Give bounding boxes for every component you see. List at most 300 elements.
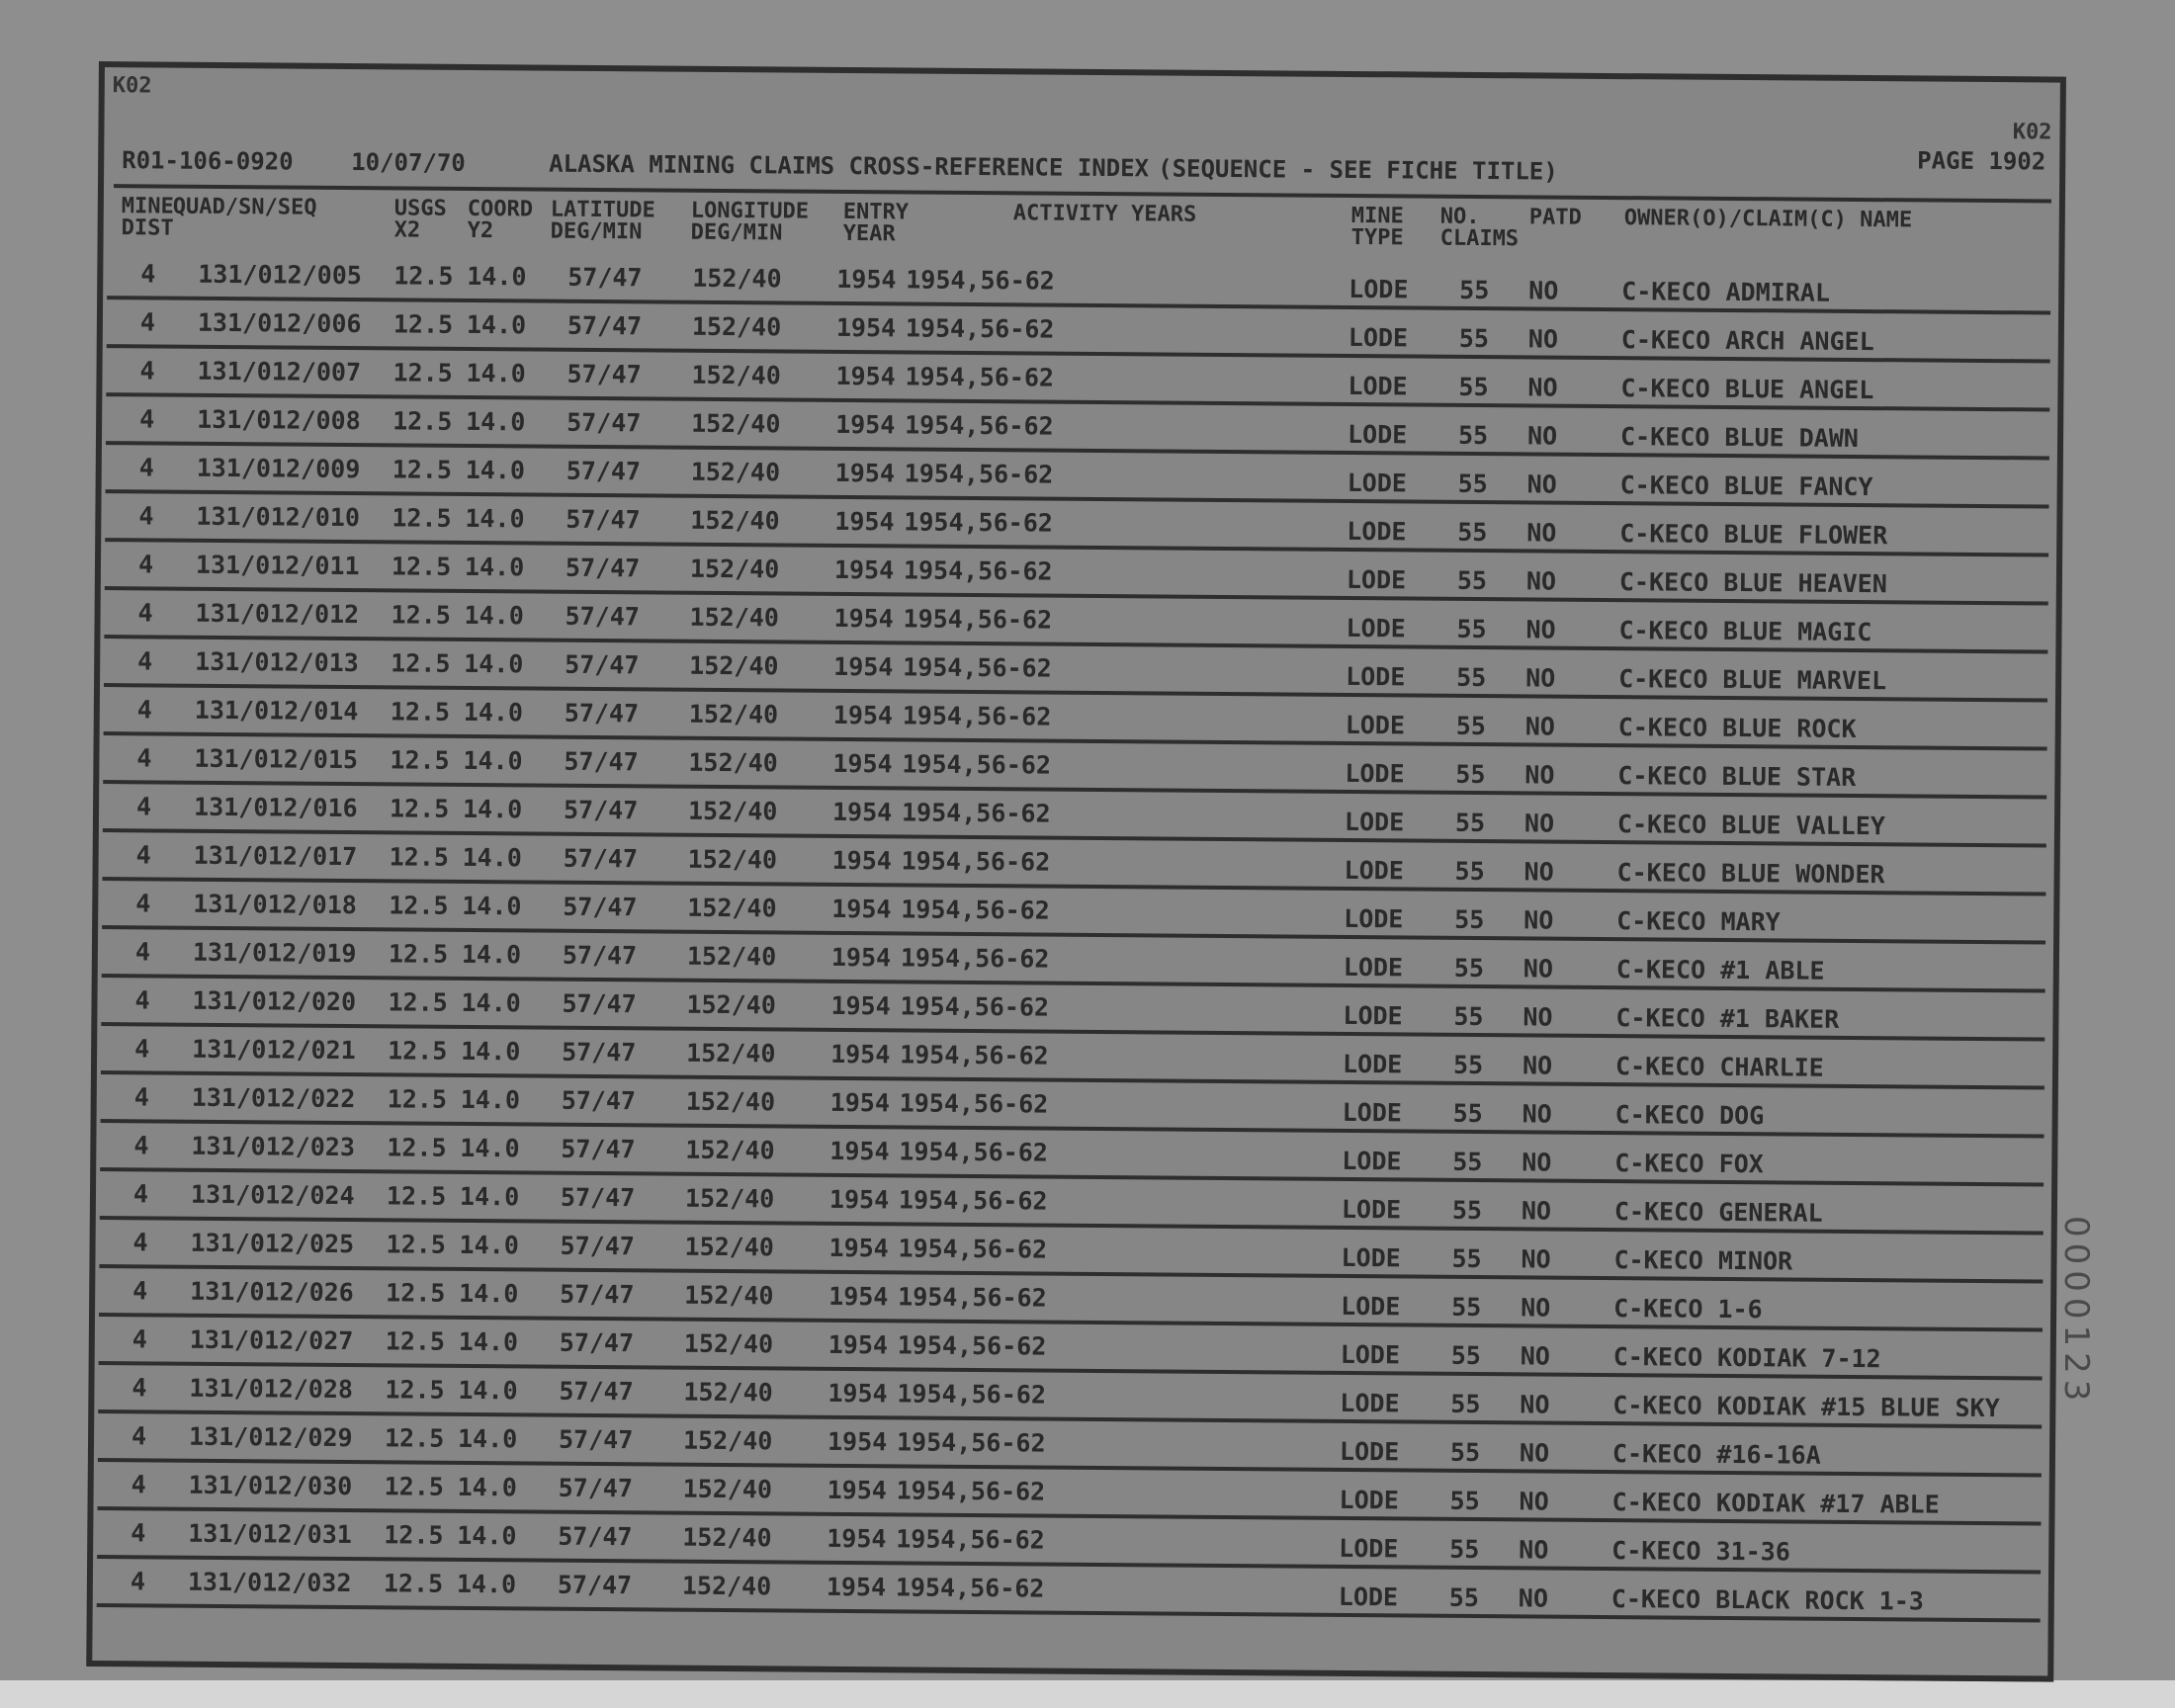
number-of-claims-cell: 55 bbox=[1454, 808, 1486, 838]
coord-y2-cell: 14.0 bbox=[462, 842, 523, 873]
longitude-cell: 152/40 bbox=[683, 1328, 774, 1359]
usgs-x2-cell: 12.5 bbox=[389, 842, 450, 872]
owner-claim-name-cell: C-KECO BLUE STAR bbox=[1617, 761, 1857, 792]
longitude-cell: 152/40 bbox=[689, 554, 780, 584]
mine-type-cell: LODE bbox=[1340, 1388, 1400, 1418]
longitude-cell: 152/40 bbox=[688, 747, 778, 778]
entry-year-cell: 1954 bbox=[830, 990, 891, 1021]
owner-claim-name-cell: C-KECO 31-36 bbox=[1611, 1536, 1790, 1567]
longitude-cell: 152/40 bbox=[686, 989, 776, 1020]
coord-y2-cell: 14.0 bbox=[457, 1472, 518, 1502]
mine-district-cell: 4 bbox=[131, 1324, 148, 1354]
entry-year-cell: 1954 bbox=[833, 603, 894, 634]
number-of-claims-cell: 55 bbox=[1453, 953, 1485, 983]
patented-cell: NO bbox=[1519, 1487, 1549, 1516]
usgs-x2-cell: 12.5 bbox=[384, 1520, 444, 1550]
quad-sn-seq-cell: 131/012/016 bbox=[193, 792, 358, 823]
entry-year-cell: 1954 bbox=[826, 1475, 888, 1505]
number-of-claims-cell: 55 bbox=[1458, 323, 1490, 354]
owner-claim-name-cell: C-KECO MINOR bbox=[1613, 1245, 1793, 1276]
latitude-cell: 57/47 bbox=[565, 553, 641, 583]
patented-cell: NO bbox=[1521, 1196, 1552, 1226]
owner-claim-name-cell: C-KECO KODIAK #15 BLUE SKY bbox=[1612, 1391, 2000, 1423]
patented-cell: NO bbox=[1526, 470, 1557, 499]
coord-y2-cell: 14.0 bbox=[457, 1520, 517, 1551]
quad-sn-seq-cell: 131/012/011 bbox=[195, 550, 360, 581]
entry-year-cell: 1954 bbox=[834, 458, 896, 488]
latitude-cell: 57/47 bbox=[564, 698, 640, 728]
mine-district-cell: 4 bbox=[137, 550, 154, 579]
coord-y2-cell: 14.0 bbox=[457, 1423, 518, 1454]
entry-year-cell: 1954 bbox=[831, 797, 893, 827]
latitude-cell: 57/47 bbox=[562, 1037, 637, 1068]
mine-district-cell: 4 bbox=[130, 1567, 146, 1596]
owner-claim-name-cell: C-KECO #1 ABLE bbox=[1615, 955, 1825, 985]
activity-years-cell: 1954,56-62 bbox=[903, 604, 1053, 635]
number-of-claims-cell: 55 bbox=[1457, 469, 1488, 499]
mine-type-cell: LODE bbox=[1347, 468, 1408, 498]
number-of-claims-cell: 55 bbox=[1453, 1001, 1484, 1032]
quad-sn-seq-cell: 131/012/015 bbox=[194, 743, 359, 775]
mine-district-cell: 4 bbox=[139, 307, 156, 337]
mine-district-cell: 4 bbox=[130, 1518, 146, 1548]
patented-cell: NO bbox=[1525, 663, 1556, 693]
usgs-x2-cell: 12.5 bbox=[392, 406, 453, 436]
microfiche-frame bbox=[86, 61, 2066, 1682]
report-title: ALASKA MINING CLAIMS CROSS-REFERENCE INDEX bbox=[549, 149, 1150, 183]
owner-claim-name-cell: C-KECO KODIAK 7-12 bbox=[1612, 1342, 1881, 1374]
entry-year-cell: 1954 bbox=[833, 555, 895, 585]
entry-year-cell: 1954 bbox=[832, 748, 893, 779]
frame-code-top-right: K02 bbox=[2012, 120, 2052, 145]
activity-years-cell: 1954,56-62 bbox=[902, 749, 1052, 780]
mine-type-cell: LODE bbox=[1342, 1049, 1403, 1079]
usgs-x2-cell: 12.5 bbox=[384, 1423, 445, 1453]
entry-year-cell: 1954 bbox=[826, 1572, 887, 1602]
mine-district-cell: 4 bbox=[139, 356, 155, 385]
longitude-cell: 152/40 bbox=[690, 505, 780, 536]
coord-y2-cell: 14.0 bbox=[462, 891, 522, 921]
usgs-x2-cell: 12.5 bbox=[383, 1569, 444, 1598]
quad-sn-seq-cell: 131/012/019 bbox=[192, 937, 357, 969]
number-of-claims-cell: 55 bbox=[1455, 711, 1486, 741]
coord-y2-cell: 14.0 bbox=[466, 406, 526, 437]
number-of-claims-cell: 55 bbox=[1452, 1098, 1483, 1129]
mine-type-cell: LODE bbox=[1347, 516, 1407, 547]
latitude-cell: 57/47 bbox=[560, 1279, 635, 1310]
quad-sn-seq-cell: 131/012/026 bbox=[190, 1276, 354, 1308]
patented-cell: NO bbox=[1522, 1002, 1553, 1032]
col-no-claims: NO. CLAIMS bbox=[1439, 204, 1520, 252]
patented-cell: NO bbox=[1526, 421, 1558, 451]
frame-code-top-left: K02 bbox=[112, 73, 152, 99]
usgs-x2-cell: 12.5 bbox=[388, 939, 449, 969]
activity-years-cell: 1954,56-62 bbox=[903, 555, 1053, 586]
activity-years-cell: 1954,56-62 bbox=[899, 1137, 1048, 1167]
mine-type-cell: LODE bbox=[1343, 952, 1404, 982]
quad-sn-seq-cell: 131/012/013 bbox=[195, 646, 359, 678]
owner-claim-name-cell: C-KECO BLUE FLOWER bbox=[1619, 519, 1888, 551]
usgs-x2-cell: 12.5 bbox=[384, 1472, 445, 1501]
longitude-cell: 152/40 bbox=[685, 1135, 775, 1165]
quad-sn-seq-cell: 131/012/012 bbox=[195, 598, 360, 630]
usgs-x2-cell: 12.5 bbox=[389, 794, 450, 823]
quad-sn-seq-cell: 131/012/021 bbox=[192, 1034, 356, 1066]
latitude-cell: 57/47 bbox=[563, 892, 638, 922]
usgs-x2-cell: 12.5 bbox=[390, 745, 450, 775]
latitude-cell: 57/47 bbox=[562, 988, 637, 1019]
col-owner-claim-name: OWNER(O)/CLAIM(C) NAME bbox=[1623, 206, 1913, 233]
longitude-cell: 152/40 bbox=[682, 1474, 773, 1504]
latitude-cell: 57/47 bbox=[560, 1231, 635, 1261]
longitude-cell: 152/40 bbox=[684, 1280, 774, 1311]
mine-district-cell: 4 bbox=[133, 1082, 149, 1112]
number-of-claims-cell: 55 bbox=[1450, 1340, 1481, 1371]
mine-district-cell: 4 bbox=[130, 1421, 147, 1451]
owner-claim-name-cell: C-KECO GENERAL bbox=[1613, 1197, 1823, 1228]
latitude-cell: 57/47 bbox=[558, 1424, 634, 1455]
activity-years-cell: 1954,56-62 bbox=[906, 265, 1055, 296]
quad-sn-seq-cell: 131/012/017 bbox=[193, 840, 358, 872]
mine-district-cell: 4 bbox=[134, 1034, 150, 1064]
sequence-note: (SEQUENCE - SEE FICHE TITLE) bbox=[1158, 154, 1558, 186]
quad-sn-seq-cell: 131/012/031 bbox=[188, 1518, 352, 1550]
quad-sn-seq-cell: 131/012/014 bbox=[194, 695, 359, 726]
usgs-x2-cell: 12.5 bbox=[392, 455, 453, 484]
quad-sn-seq-cell: 131/012/006 bbox=[197, 307, 362, 339]
number-of-claims-cell: 55 bbox=[1457, 420, 1489, 451]
latitude-cell: 57/47 bbox=[559, 1376, 634, 1407]
latitude-cell: 57/47 bbox=[565, 649, 640, 680]
owner-claim-name-cell: C-KECO BLACK ROCK 1-3 bbox=[1610, 1584, 1925, 1616]
quad-sn-seq-cell: 131/012/022 bbox=[191, 1082, 356, 1114]
activity-years-cell: 1954,56-62 bbox=[896, 1524, 1045, 1555]
mine-district-cell: 4 bbox=[132, 1179, 149, 1209]
fiche-frame-number: 0000123 bbox=[2056, 1216, 2096, 1408]
owner-claim-name-cell: C-KECO ARCH ANGEL bbox=[1620, 325, 1874, 357]
mine-district-cell: 4 bbox=[136, 695, 153, 725]
latitude-cell: 57/47 bbox=[563, 843, 639, 874]
coord-y2-cell: 14.0 bbox=[467, 261, 527, 292]
mine-district-cell: 4 bbox=[136, 743, 152, 773]
number-of-claims-cell: 55 bbox=[1449, 1534, 1480, 1565]
owner-claim-name-cell: C-KECO BLUE MARVEL bbox=[1618, 664, 1887, 696]
mine-district-cell: 4 bbox=[135, 792, 152, 821]
patented-cell: NO bbox=[1521, 1293, 1551, 1323]
owner-claim-name-cell: C-KECO ADMIRAL bbox=[1621, 277, 1831, 307]
mine-type-cell: LODE bbox=[1348, 371, 1408, 401]
usgs-x2-cell: 12.5 bbox=[391, 648, 451, 678]
mine-district-cell: 4 bbox=[134, 937, 151, 967]
quad-sn-seq-cell: 131/012/007 bbox=[197, 356, 362, 387]
quad-sn-seq-cell: 131/012/032 bbox=[187, 1567, 352, 1598]
activity-years-cell: 1954,56-62 bbox=[900, 1040, 1049, 1070]
latitude-cell: 57/47 bbox=[561, 1085, 637, 1116]
usgs-x2-cell: 12.5 bbox=[391, 600, 451, 630]
patented-cell: NO bbox=[1528, 276, 1559, 305]
report-date: 10/07/70 bbox=[351, 148, 466, 177]
owner-claim-name-cell: C-KECO BLUE HEAVEN bbox=[1618, 567, 1887, 599]
activity-years-cell: 1954,56-62 bbox=[900, 991, 1050, 1022]
owner-claim-name-cell: C-KECO BLUE FANCY bbox=[1619, 470, 1873, 502]
number-of-claims-cell: 55 bbox=[1455, 759, 1486, 790]
quad-sn-seq-cell: 131/012/009 bbox=[196, 453, 361, 484]
entry-year-cell: 1954 bbox=[829, 1136, 890, 1166]
latitude-cell: 57/47 bbox=[563, 795, 639, 825]
longitude-cell: 152/40 bbox=[685, 1086, 776, 1117]
latitude-cell: 57/47 bbox=[566, 504, 641, 535]
number-of-claims-cell: 55 bbox=[1449, 1486, 1480, 1516]
mine-district-cell: 4 bbox=[135, 840, 151, 870]
patented-cell: NO bbox=[1527, 324, 1559, 354]
col-longitude: LONGITUDE DEG/MIN bbox=[690, 198, 810, 246]
usgs-x2-cell: 12.5 bbox=[391, 552, 452, 581]
activity-years-cell: 1954,56-62 bbox=[899, 1088, 1049, 1119]
mine-type-cell: LODE bbox=[1341, 1194, 1402, 1225]
owner-claim-name-cell: C-KECO DOG bbox=[1614, 1100, 1765, 1131]
latitude-cell: 57/47 bbox=[566, 407, 642, 438]
mine-district-cell: 4 bbox=[132, 1276, 148, 1306]
entry-year-cell: 1954 bbox=[835, 312, 897, 343]
patented-cell: NO bbox=[1520, 1390, 1550, 1419]
activity-years-cell: 1954,56-62 bbox=[904, 459, 1054, 489]
quad-sn-seq-cell: 131/012/023 bbox=[191, 1131, 356, 1162]
patented-cell: NO bbox=[1519, 1438, 1550, 1468]
entry-year-cell: 1954 bbox=[826, 1523, 887, 1554]
mine-type-cell: LODE bbox=[1344, 807, 1405, 837]
activity-years-cell: 1954,56-62 bbox=[896, 1427, 1046, 1458]
entry-year-cell: 1954 bbox=[831, 845, 893, 876]
coord-y2-cell: 14.0 bbox=[464, 600, 524, 631]
patented-cell: NO bbox=[1522, 1099, 1552, 1129]
mine-district-cell: 4 bbox=[138, 453, 154, 482]
number-of-claims-cell: 55 bbox=[1456, 614, 1487, 644]
coord-y2-cell: 14.0 bbox=[466, 309, 527, 340]
mine-district-cell: 4 bbox=[140, 259, 156, 289]
coord-y2-cell: 14.0 bbox=[461, 987, 521, 1018]
coord-y2-cell: 14.0 bbox=[465, 503, 525, 534]
mine-type-cell: LODE bbox=[1345, 758, 1405, 789]
mine-type-cell: LODE bbox=[1341, 1242, 1401, 1273]
number-of-claims-cell: 55 bbox=[1451, 1243, 1482, 1274]
mine-type-cell: LODE bbox=[1346, 661, 1406, 692]
scanner-bed-strip bbox=[0, 1680, 2175, 1708]
mine-district-cell: 4 bbox=[137, 646, 153, 676]
activity-years-cell: 1954,56-62 bbox=[900, 943, 1050, 974]
activity-years-cell: 1954,56-62 bbox=[898, 1234, 1048, 1264]
quad-sn-seq-cell: 131/012/008 bbox=[197, 404, 361, 436]
mine-type-cell: LODE bbox=[1339, 1533, 1399, 1564]
patented-cell: NO bbox=[1522, 1051, 1553, 1080]
entry-year-cell: 1954 bbox=[834, 506, 895, 537]
mine-type-cell: LODE bbox=[1339, 1485, 1399, 1515]
mine-type-cell: LODE bbox=[1348, 274, 1409, 304]
entry-year-cell: 1954 bbox=[826, 1426, 888, 1457]
mine-type-cell: LODE bbox=[1343, 1000, 1403, 1031]
mine-district-cell: 4 bbox=[138, 501, 154, 531]
activity-years-cell: 1954,56-62 bbox=[898, 1185, 1048, 1216]
col-quad: QUAD/SN/SEQ bbox=[172, 194, 317, 220]
col-coord-y: COORD Y2 bbox=[467, 196, 534, 244]
patented-cell: NO bbox=[1523, 809, 1555, 838]
activity-years-cell: 1954,56-62 bbox=[898, 1282, 1047, 1313]
longitude-cell: 152/40 bbox=[689, 650, 779, 681]
entry-year-cell: 1954 bbox=[830, 942, 892, 973]
activity-years-cell: 1954,56-62 bbox=[904, 507, 1053, 538]
entry-year-cell: 1954 bbox=[828, 1233, 889, 1263]
longitude-cell: 152/40 bbox=[691, 408, 781, 439]
owner-claim-name-cell: C-KECO BLUE ANGEL bbox=[1620, 374, 1874, 405]
quad-sn-seq-cell: 131/012/025 bbox=[190, 1228, 355, 1259]
quad-sn-seq-cell: 131/012/027 bbox=[189, 1324, 354, 1356]
owner-claim-name-cell: C-KECO #1 BAKER bbox=[1615, 1003, 1840, 1034]
mine-district-cell: 4 bbox=[135, 889, 151, 918]
usgs-x2-cell: 12.5 bbox=[386, 1230, 446, 1259]
patented-cell: NO bbox=[1523, 905, 1554, 935]
entry-year-cell: 1954 bbox=[832, 700, 894, 730]
latitude-cell: 57/47 bbox=[564, 746, 639, 777]
coord-y2-cell: 14.0 bbox=[463, 745, 523, 776]
mine-district-cell: 4 bbox=[137, 598, 153, 628]
number-of-claims-cell: 55 bbox=[1456, 662, 1487, 693]
usgs-x2-cell: 12.5 bbox=[390, 697, 451, 726]
latitude-cell: 57/47 bbox=[562, 940, 638, 971]
latitude-cell: 57/47 bbox=[566, 359, 642, 389]
mine-type-cell: LODE bbox=[1344, 855, 1404, 886]
quad-sn-seq-cell: 131/012/005 bbox=[198, 259, 362, 291]
coord-y2-cell: 14.0 bbox=[461, 1036, 521, 1067]
patented-cell: NO bbox=[1519, 1535, 1549, 1565]
longitude-cell: 152/40 bbox=[687, 844, 778, 875]
col-activity-years: ACTIVITY YEARS bbox=[1012, 201, 1197, 227]
latitude-cell: 57/47 bbox=[567, 262, 643, 293]
latitude-cell: 57/47 bbox=[561, 1134, 636, 1164]
activity-years-cell: 1954,56-62 bbox=[905, 313, 1055, 344]
longitude-cell: 152/40 bbox=[682, 1425, 773, 1456]
entry-year-cell: 1954 bbox=[829, 1087, 891, 1118]
latitude-cell: 57/47 bbox=[566, 456, 642, 486]
latitude-cell: 57/47 bbox=[560, 1182, 636, 1213]
doc-id: R01-106-0920 bbox=[122, 146, 294, 176]
longitude-cell: 152/40 bbox=[684, 1183, 775, 1214]
entry-year-cell: 1954 bbox=[828, 1184, 890, 1215]
coord-y2-cell: 14.0 bbox=[459, 1181, 520, 1212]
entry-year-cell: 1954 bbox=[827, 1329, 889, 1360]
usgs-x2-cell: 12.5 bbox=[392, 503, 452, 533]
patented-cell: NO bbox=[1527, 373, 1558, 402]
latitude-cell: 57/47 bbox=[558, 1521, 633, 1552]
usgs-x2-cell: 12.5 bbox=[388, 987, 448, 1017]
entry-year-cell: 1954 bbox=[836, 264, 897, 295]
patented-cell: NO bbox=[1525, 566, 1557, 596]
longitude-cell: 152/40 bbox=[687, 796, 778, 826]
latitude-cell: 57/47 bbox=[565, 601, 640, 632]
report-header bbox=[104, 146, 2059, 186]
mine-type-cell: LODE bbox=[1338, 1581, 1399, 1612]
col-mine-type: MINE TYPE bbox=[1350, 203, 1404, 251]
number-of-claims-cell: 55 bbox=[1457, 517, 1488, 548]
activity-years-cell: 1954,56-62 bbox=[901, 846, 1051, 877]
mine-district-cell: 4 bbox=[131, 1373, 147, 1403]
owner-claim-name-cell: C-KECO #16-16A bbox=[1611, 1439, 1821, 1470]
coord-y2-cell: 14.0 bbox=[459, 1230, 519, 1260]
number-of-claims-cell: 55 bbox=[1450, 1389, 1481, 1419]
patented-cell: NO bbox=[1524, 712, 1555, 741]
entry-year-cell: 1954 bbox=[831, 894, 892, 924]
longitude-cell: 152/40 bbox=[687, 893, 777, 923]
page-number: PAGE 1902 bbox=[1917, 146, 2046, 176]
owner-claim-name-cell: C-KECO BLUE MAGIC bbox=[1618, 616, 1872, 647]
mine-district-cell: 4 bbox=[139, 404, 155, 434]
coord-y2-cell: 14.0 bbox=[463, 697, 524, 727]
activity-years-cell: 1954,56-62 bbox=[897, 1330, 1047, 1361]
number-of-claims-cell: 55 bbox=[1451, 1195, 1483, 1226]
usgs-x2-cell: 12.5 bbox=[392, 358, 453, 387]
coord-y2-cell: 14.0 bbox=[466, 358, 526, 388]
activity-years-cell: 1954,56-62 bbox=[905, 362, 1055, 392]
activity-years-cell: 1954,56-62 bbox=[905, 410, 1054, 441]
activity-years-cell: 1954,56-62 bbox=[896, 1476, 1046, 1506]
usgs-x2-cell: 12.5 bbox=[388, 1036, 448, 1066]
patented-cell: NO bbox=[1525, 615, 1556, 644]
coord-y2-cell: 14.0 bbox=[460, 1084, 521, 1115]
quad-sn-seq-cell: 131/012/029 bbox=[188, 1421, 353, 1453]
number-of-claims-cell: 55 bbox=[1451, 1292, 1482, 1323]
owner-claim-name-cell: C-KECO BLUE VALLEY bbox=[1616, 810, 1886, 841]
mine-type-cell: LODE bbox=[1344, 903, 1404, 934]
owner-claim-name-cell: C-KECO BLUE WONDER bbox=[1616, 858, 1885, 890]
coord-y2-cell: 14.0 bbox=[458, 1375, 518, 1406]
longitude-cell: 152/40 bbox=[688, 699, 779, 729]
longitude-cell: 152/40 bbox=[692, 263, 782, 294]
activity-years-cell: 1954,56-62 bbox=[902, 701, 1052, 731]
usgs-x2-cell: 12.5 bbox=[387, 1133, 447, 1162]
number-of-claims-cell: 55 bbox=[1459, 275, 1490, 305]
usgs-x2-cell: 12.5 bbox=[387, 1084, 448, 1114]
owner-claim-name-cell: C-KECO BLUE DAWN bbox=[1619, 422, 1860, 453]
activity-years-cell: 1954,56-62 bbox=[901, 798, 1051, 828]
entry-year-cell: 1954 bbox=[833, 651, 894, 682]
longitude-cell: 152/40 bbox=[690, 457, 781, 487]
usgs-x2-cell: 12.5 bbox=[385, 1326, 446, 1356]
number-of-claims-cell: 55 bbox=[1449, 1437, 1481, 1468]
usgs-x2-cell: 12.5 bbox=[386, 1181, 447, 1211]
coord-y2-cell: 14.0 bbox=[464, 648, 524, 679]
latitude-cell: 57/47 bbox=[559, 1327, 635, 1358]
col-mine-dist: MINE DIST bbox=[121, 194, 174, 241]
patented-cell: NO bbox=[1522, 954, 1554, 983]
number-of-claims-cell: 55 bbox=[1452, 1147, 1483, 1177]
longitude-cell: 152/40 bbox=[686, 941, 777, 972]
number-of-claims-cell: 55 bbox=[1452, 1050, 1484, 1080]
latitude-cell: 57/47 bbox=[557, 1570, 633, 1600]
mine-district-cell: 4 bbox=[132, 1228, 148, 1257]
activity-years-cell: 1954,56-62 bbox=[897, 1379, 1047, 1409]
owner-claim-name-cell: C-KECO FOX bbox=[1614, 1149, 1764, 1179]
number-of-claims-cell: 55 bbox=[1454, 904, 1485, 935]
entry-year-cell: 1954 bbox=[827, 1378, 888, 1409]
latitude-cell: 57/47 bbox=[558, 1473, 634, 1503]
quad-sn-seq-cell: 131/012/028 bbox=[189, 1373, 354, 1405]
col-patented: PATD bbox=[1528, 205, 1582, 230]
usgs-x2-cell: 12.5 bbox=[389, 891, 449, 920]
coord-y2-cell: 14.0 bbox=[458, 1326, 519, 1357]
entry-year-cell: 1954 bbox=[835, 361, 896, 391]
latitude-cell: 57/47 bbox=[566, 310, 643, 341]
mine-type-cell: LODE bbox=[1341, 1291, 1401, 1322]
owner-claim-name-cell: C-KECO MARY bbox=[1616, 906, 1781, 937]
owner-claim-name-cell: C-KECO 1-6 bbox=[1613, 1294, 1763, 1324]
